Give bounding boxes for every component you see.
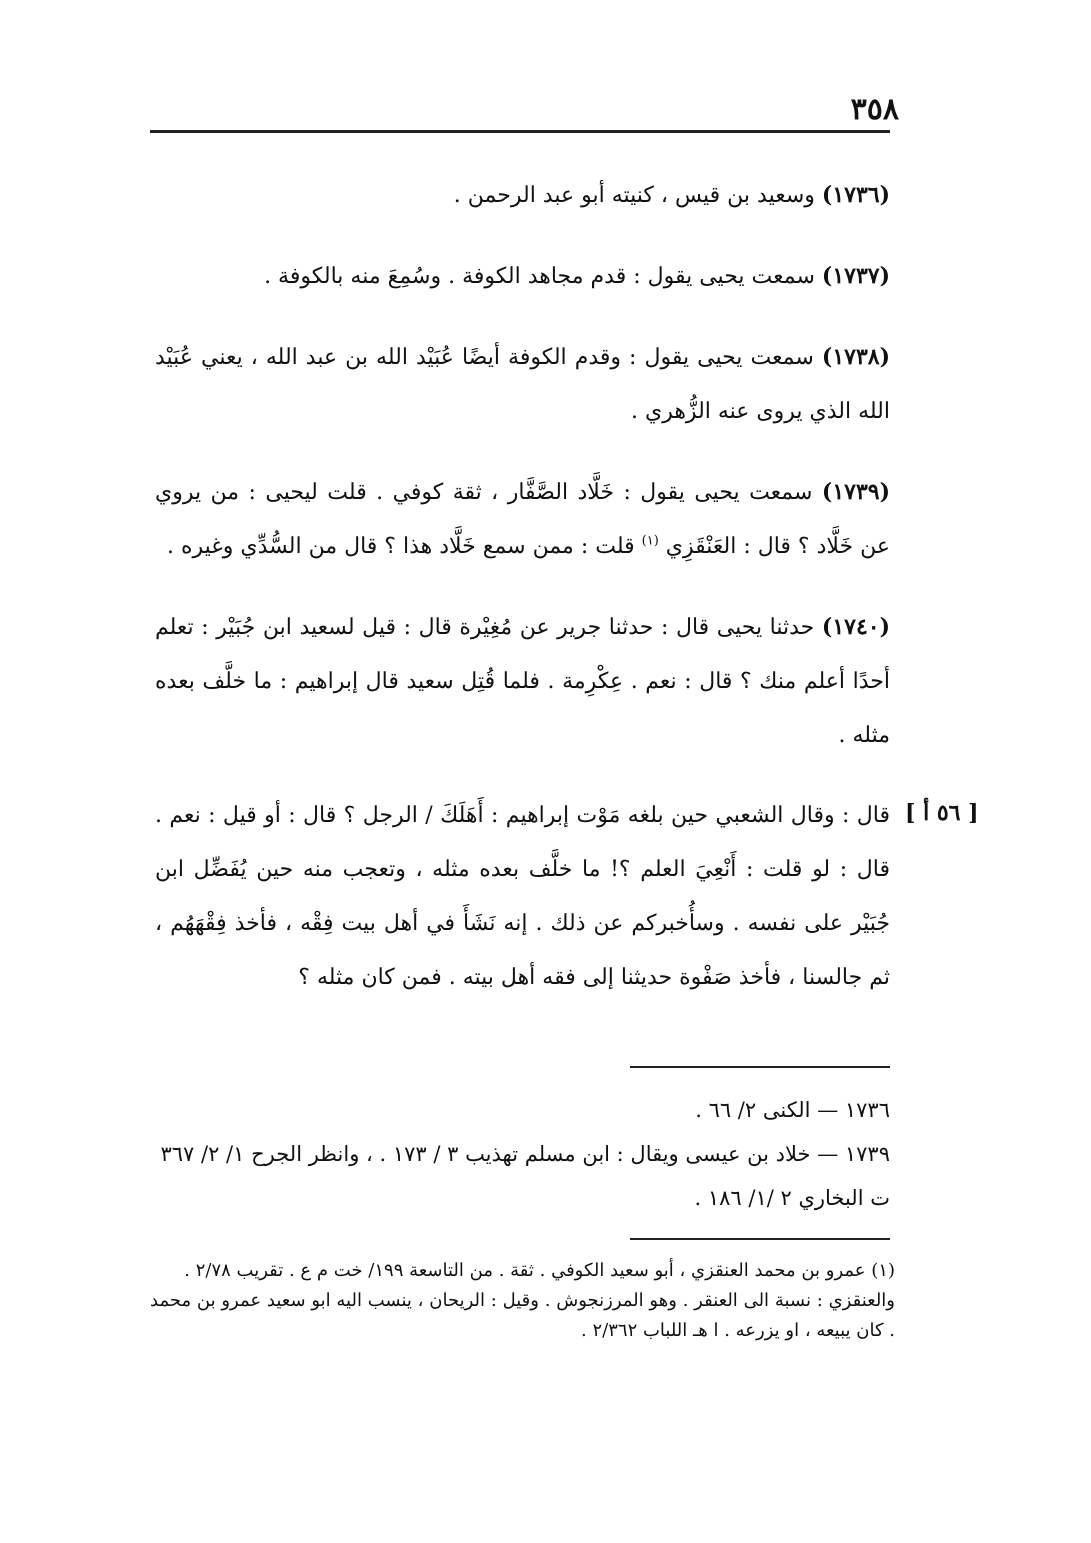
entry-number: (١٧٣٦)	[821, 182, 890, 208]
entry-text: حدثنا يحيى قال : حدثنا جرير عن مُغِيْرة قال : قيل لسعيد ابن جُبَيْر : تعلم أحدًا أعلم منك ؟ قال : نعم . عِكْرِمة . فلما قُتِل سعيد قال إبراهيم : ما خلَّف بعده مثله .	[155, 615, 890, 748]
page-number: ٣٥٨	[850, 92, 899, 127]
entry-1740	[155, 600, 890, 763]
entry-1737	[155, 249, 890, 304]
entry-number: (١٧٤٠)	[821, 614, 891, 640]
main-text	[155, 168, 890, 1031]
reference-1736: ١٧٣٦ — الكنى ٢/ ٦٦ .	[695, 1098, 890, 1122]
entry-text: وسعيد بن قيس ، كنيته أبو عبد الرحمن .	[453, 183, 815, 208]
entry-text-continued: قلت : ممن سمع خَلَّاد هذا ؟ قال من السُّدِّي وغيره .	[166, 534, 635, 559]
footnote-marker: (١)	[641, 533, 659, 549]
footnote-1-continued: والعنقزي : نسبة الى العنقر . وهو المرزنجوش . وقيل : الريحان ، ينسب اليه ابو سعيد عمرو بن محمد . كان يبيعه ، او يزرعه . ا هـ اللباب ٢/٣٦٢ .	[150, 1290, 895, 1341]
entry-1736	[155, 168, 890, 223]
entry-number: (١٧٣٩)	[821, 479, 890, 505]
references-rule	[630, 1066, 890, 1068]
reference-1739: ١٧٣٩ — خلاد بن عيسى ويقال : ابن مسلم تهذيب ٣ / ١٧٣ . ، وانظر الجرح ١/ ٢/ ٣٦٧ ت البخاري ٢ /١/ ١٨٦ .	[160, 1142, 890, 1210]
entry-text: سمعت يحيى يقول : قدم مجاهد الكوفة . وسُمِعَ منه بالكوفة .	[264, 264, 815, 289]
margin-reference: [ ٥٦ أ ]	[905, 800, 979, 826]
references	[155, 1088, 890, 1220]
entry-text: سمعت يحيى يقول : خَلَّاد الصَّفَّار ، ثقة كوفي . قلت ليحيى : من يروي عن خَلَّاد ؟ قال : العَنْقَزِي	[155, 480, 890, 559]
entry-number: (١٧٣٨)	[821, 344, 890, 370]
footnote-1: (١) عمرو بن محمد العنقزي ، أبو سعيد الكوفي . ثقة . من التاسعة ١٩٩/ خت م ع . تقريب ٢/٧٨ .	[184, 1260, 895, 1281]
entry-number: (١٧٣٧)	[821, 263, 890, 289]
header-rule	[150, 130, 890, 133]
entry-text: قال : وقال الشعبي حين بلغه مَوْت إبراهيم : أَهَلَكَ / الرجل ؟ قال : أو قيل : نعم . قال : لو قلت : أَنْعِيَ العلم ؟! ما خلَّف بعده مثله ، وتعجب منه حين يُفَضِّل ابن جُبَيْر على نفسه . وسأُخبركم عن ذلك . إنه نَشَأَ في أهل بيت فِقْه ، فأخذ فِقْهَهُم ، ثم جالسنا ، فأخذ صَفْوة حديثنا إلى فقه أهل بيته . فمن كان مثله ؟	[155, 803, 890, 990]
entry-1739	[155, 465, 890, 574]
entry-text: سمعت يحيى يقول : وقدم الكوفة أيضًا عُبَيْد الله بن عبد الله ، يعني عُبَيْد الله الذي يروى عنه الزُّهري .	[155, 345, 890, 424]
entry-1740-continued	[155, 789, 890, 1005]
entry-1738	[155, 330, 890, 439]
footnotes	[150, 1256, 895, 1346]
footnote-rule	[630, 1238, 890, 1240]
